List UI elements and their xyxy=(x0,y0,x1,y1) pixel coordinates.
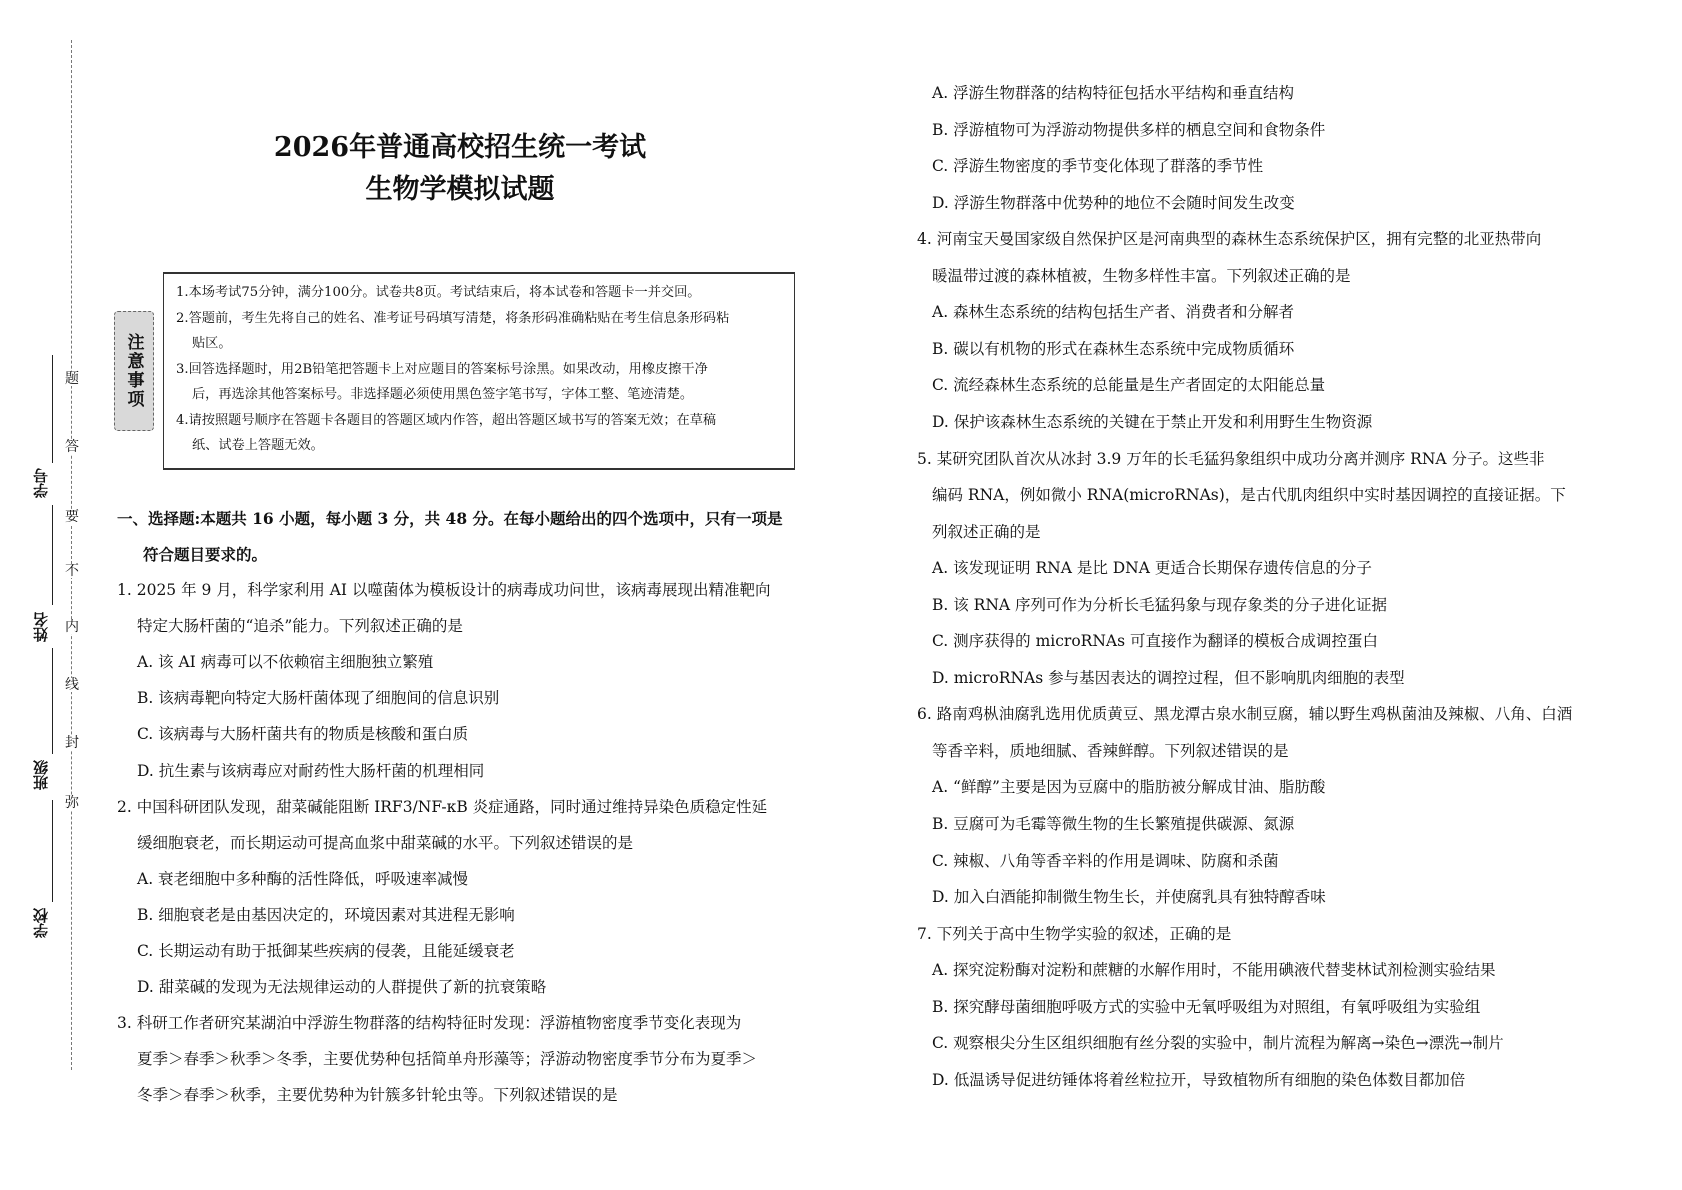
notice-box xyxy=(163,272,795,470)
seal-char: 线 xyxy=(65,677,79,693)
section-heading: 一、选择题:本题共 16 小题，每小题 3 分，共 48 分。在每小题给出的四个选项中，只有一项是 xyxy=(117,509,783,528)
class-label: 班级 xyxy=(32,760,50,790)
answer-option: B. 细胞衰老是由基因决定的，环境因素对其进程无影响 xyxy=(137,905,515,924)
answer-option: D. 低温诱导促进纺锤体将着丝粒拉开，导致植物所有细胞的染色体数目都加倍 xyxy=(932,1070,1466,1089)
section-heading-cont: 符合题目要求的。 xyxy=(143,545,268,564)
answer-option: C. 流经森林生态系统的总能量是生产者固定的太阳能总量 xyxy=(932,376,1326,395)
class-field[interactable] xyxy=(52,648,53,754)
answer-option: C. 测序获得的 microRNAs 可直接作为翻译的模板合成调控蛋白 xyxy=(932,632,1378,651)
question-stem-cont: 缓细胞衰老，而长期运动可提高血浆中甜菜碱的水平。下列叙述错误的是 xyxy=(137,833,634,852)
answer-option: A. 浮游生物群落的结构特征包括水平结构和垂直结构 xyxy=(932,84,1295,102)
notice-line: 后，再选涂其他答案标号。非选择题必须使用黑色签字笔书写，字体工整、笔迹清楚。 xyxy=(192,387,694,402)
notice-tab: 注意事项 xyxy=(114,311,154,431)
answer-option: D. 甜菜碱的发现为无法规律运动的人群提供了新的抗衰策略 xyxy=(137,978,547,997)
question-stem-cont: 冬季＞春季＞秋季，主要优势种为针簇多针轮虫等。下列叙述错误的是 xyxy=(137,1086,618,1105)
question-stem: 2. 中国科研团队发现，甜菜碱能阻断 IRF3/NF-κB 炎症通路，同时通过维持异染色质稳定性延 xyxy=(117,797,768,816)
answer-option: D. 抗生素与该病毒应对耐药性大肠杆菌的机理相同 xyxy=(137,761,485,780)
answer-option: A. 衰老细胞中多种酶的活性降低，呼吸速率减慢 xyxy=(137,869,469,888)
answer-option: A. 森林生态系统的结构包括生产者、消费者和分解者 xyxy=(932,303,1295,322)
question-stem: 3. 科研工作者研究某湖泊中浮游生物群落的结构特征时发现：浮游植物密度季节变化表现为 xyxy=(117,1014,742,1033)
seal-char: 题 xyxy=(65,371,79,387)
answer-option: C. 观察根尖分生区组织细胞有丝分裂的实验中，制片流程为解离→染色→漂洗→制片 xyxy=(932,1034,1504,1053)
exam-subtitle: 生物学模拟试题 xyxy=(365,174,555,205)
question-stem: 5. 某研究团队首次从冰封 3.9 万年的长毛猛犸象组织中成功分离并测序 RNA 分子。这些非 xyxy=(917,449,1545,468)
answer-option: B. 该 RNA 序列可作为分析长毛猛犸象与现存象类的分子进化证据 xyxy=(932,595,1388,614)
answer-option: B. 浮游植物可为浮游动物提供多样的栖息空间和食物条件 xyxy=(932,120,1326,139)
answer-option: A. “鲜醇”主要是因为豆腐中的脂肪被分解成甘油、脂肪酸 xyxy=(932,778,1326,797)
seal-char: 要 xyxy=(65,509,79,525)
question-stem: 6. 路南鸡枞油腐乳选用优质黄豆、黑龙潭古泉水制豆腐，辅以野生鸡枞菌油及辣椒、八角、白酒 xyxy=(917,705,1573,724)
question-stem: 1. 2025 年 9 月，科学家利用 AI 以噬菌体为模板设计的病毒成功问世，该病毒展现出精准靶向 xyxy=(117,581,771,599)
question-stem-cont: 编码 RNA，例如微小 RNA(microRNAs)，是古代肌肉组织中实时基因调控的直接证据。下 xyxy=(932,486,1566,505)
answer-option: B. 豆腐可为毛霉等微生物的生长繁殖提供碳源、氮源 xyxy=(932,815,1295,833)
seal-char: 弥 xyxy=(65,795,79,811)
answer-option: C. 辣椒、八角等香辛料的作用是调味、防腐和杀菌 xyxy=(932,851,1279,870)
name-label: 姓名 xyxy=(32,612,50,642)
answer-option: B. 探究酵母菌细胞呼吸方式的实验中无氧呼吸组为对照组，有氧呼吸组为实验组 xyxy=(932,997,1481,1016)
answer-option: B. 碳以有机物的形式在森林生态系统中完成物质循环 xyxy=(932,339,1295,358)
answer-option: D. microRNAs 参与基因表达的调控过程，但不影响肌肉细胞的表型 xyxy=(932,668,1405,687)
answer-option: B. 该病毒靶向特定大肠杆菌体现了细胞间的信息识别 xyxy=(137,689,500,708)
exam-title: 2026年普通高校招生统一考试 xyxy=(273,132,647,163)
answer-option: C. 该病毒与大肠杆菌共有的物质是核酸和蛋白质 xyxy=(137,725,469,744)
notice-line: 2.答题前，考生先将自己的姓名、准考证号码填写清楚，将条形码准确粘贴在考生信息条形码粘 xyxy=(176,310,730,326)
question-stem: 4. 河南宝天曼国家级自然保护区是河南典型的森林生态系统保护区，拥有完整的北亚热带向 xyxy=(917,230,1542,249)
question-stem-cont: 暖温带过渡的森林植被，生物多样性丰富。下列叙述正确的是 xyxy=(932,266,1351,285)
seal-char: 封 xyxy=(65,735,79,751)
school-label: 学校 xyxy=(32,908,50,938)
notice-line: 3.回答选择题时，用2B铅笔把答题卡上对应题目的答案标号涂黑。如果改动，用橡皮擦干净 xyxy=(176,361,708,377)
answer-option: C. 长期运动有助于抵御某些疾病的侵袭，且能延缓衰老 xyxy=(137,942,515,960)
answer-option: A. 该发现证明 RNA 是比 DNA 更适合长期保存遗传信息的分子 xyxy=(932,559,1372,578)
notice-line: 4.请按照题号顺序在答题卡各题目的答题区域内作答，超出答题区域书写的答案无效；在草稿 xyxy=(176,412,717,428)
seal-char: 内 xyxy=(65,619,79,635)
student-id-field[interactable] xyxy=(52,355,53,463)
answer-option: A. 探究淀粉酶对淀粉和蔗糖的水解作用时，不能用碘液代替斐林试剂检测实验结果 xyxy=(932,961,1496,980)
seal-char: 答 xyxy=(65,439,79,455)
answer-option: D. 保护该森林生态系统的关键在于禁止开发和利用野生生物资源 xyxy=(932,412,1373,431)
answer-option: D. 加入白酒能抑制微生物生长，并使腐乳具有独特醇香味 xyxy=(932,888,1326,907)
student-id-label: 学号 xyxy=(32,468,50,498)
notice-line: 纸、试卷上答题无效。 xyxy=(192,438,324,453)
name-field[interactable] xyxy=(52,505,53,605)
question-stem-cont: 夏季＞春季＞秋季＞冬季，主要优势种包括简单舟形藻等；浮游动物密度季节分布为夏季＞ xyxy=(137,1050,758,1069)
question-stem-cont: 等香辛料，质地细腻、香辣鲜醇。下列叙述错误的是 xyxy=(932,741,1289,760)
school-field[interactable] xyxy=(52,800,53,902)
answer-option: C. 浮游生物密度的季节变化体现了群落的季节性 xyxy=(932,157,1264,176)
seal-char: 不 xyxy=(65,563,79,579)
question-stem-cont: 列叙述正确的是 xyxy=(932,522,1041,541)
notice-line: 1.本场考试75分钟，满分100分。试卷共8页。考试结束后，将本试卷和答题卡一并交回。 xyxy=(176,285,701,300)
question-stem: 7. 下列关于高中生物学实验的叙述，正确的是 xyxy=(917,924,1232,943)
answer-option: A. 该 AI 病毒可以不依赖宿主细胞独立繁殖 xyxy=(137,653,434,672)
notice-line: 贴区。 xyxy=(192,336,232,351)
question-stem-cont: 特定大肠杆菌的“追杀”能力。下列叙述正确的是 xyxy=(137,617,463,636)
answer-option: D. 浮游生物群落中优势种的地位不会随时间发生改变 xyxy=(932,193,1295,212)
